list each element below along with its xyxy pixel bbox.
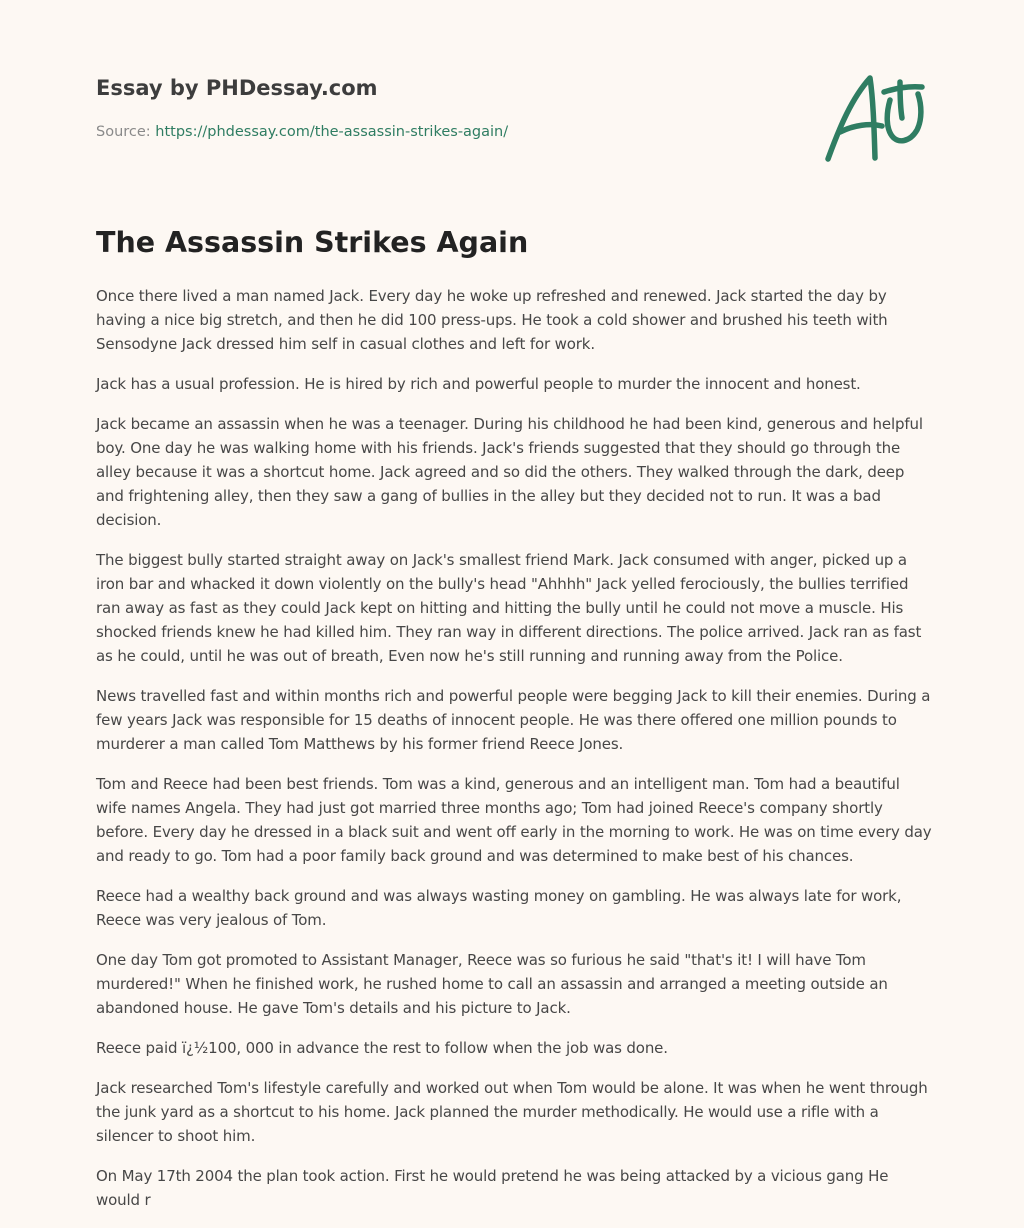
source-line [96,124,508,140]
essay-body [96,284,932,1228]
essay-paragraph: Tom and Reece had been best friends. Tom was a kind, generous and an intelligent man. Tom had a beautiful wife names Angela. They had just got married three months ago; Tom had joined Reece's company shortly before. Every day he dressed in a black suit and went off early in the morning to work. He was on time every day and ready to go. Tom had a poor family back ground and was determined to make best of his chances. [96,775,932,865]
source-link[interactable]: https://phdessay.com/the-assassin-strikes-again/ [155,124,509,140]
essay-paragraph: One day Tom got promoted to Assistant Manager, Reece was so furious he said "that's it! I will have Tom murdered!" When he finished work, he rushed home to call an assassin and arranged a meeting outside an abandoned house. He gave Tom's details and his picture to Jack. [96,951,888,1017]
essay-paragraph: Jack researched Tom's lifestyle carefully and worked out when Tom would be alone. It was when he went through the junk yard as a shortcut to his home. Jack planned the murder methodically. He would use a rifle with a silencer to shoot him. [96,1079,928,1145]
essay-paragraph: The biggest bully started straight away on Jack's smallest friend Mark. Jack consumed with anger, picked up a iron bar and whacked it down violently on the bully's head "Ahhhh" Jack yelled ferociously, the bullies terrified ran away as fast as they could Jack kept on hitting and hitting the bully until he could not move a muscle. His shocked friends knew he had killed him. They ran way in different directions. The police arrived. Jack ran as fast as he could, until he was out of breath, Even now he's still running and running away from the Police. [96,551,922,665]
essay-paragraph: News travelled fast and within months rich and powerful people were begging Jack to kill their enemies. During a few years Jack was responsible for 15 deaths of innocent people. He was there offered one million pounds to murderer a man called Tom Matthews by his former friend Reece Jones. [96,687,931,753]
essay-paragraph: On May 17th 2004 the plan took action. First he would pretend he was being attacked by a vicious gang He would r [96,1167,889,1209]
a-plus-logo-icon [818,66,930,166]
site-title: Essay by PHDessay.com [96,76,378,100]
essay-title: The Assassin Strikes Again [96,226,529,259]
essay-paragraph: Jack became an assassin when he was a teenager. During his childhood he had been kind, generous and helpful boy. One day he was walking home with his friends. Jack's friends suggested that they should go through the alley because it was a shortcut home. Jack agreed and so did the others. They walked through the dark, deep and frightening alley, then they saw a gang of bullies in the alley but they decided not to run. It was a bad decision. [96,415,923,529]
essay-paragraph: Once there lived a man named Jack. Every day he woke up refreshed and renewed. Jack started the day by having a nice big stretch, and then he did 100 press-ups. He took a cold shower and brushed his teeth with Sensodyne Jack dressed him self in casual clothes and left for work. [96,287,888,353]
essay-paragraph: Reece had a wealthy back ground and was always wasting money on gambling. He was always late for work, Reece was very jealous of Tom. [96,887,902,929]
essay-paragraph: Jack has a usual profession. He is hired by rich and powerful people to murder the innocent and honest. [96,375,861,393]
essay-paragraph: Reece paid ï¿½100, 000 in advance the rest to follow when the job was done. [96,1039,668,1057]
source-label: Source: [96,124,151,140]
